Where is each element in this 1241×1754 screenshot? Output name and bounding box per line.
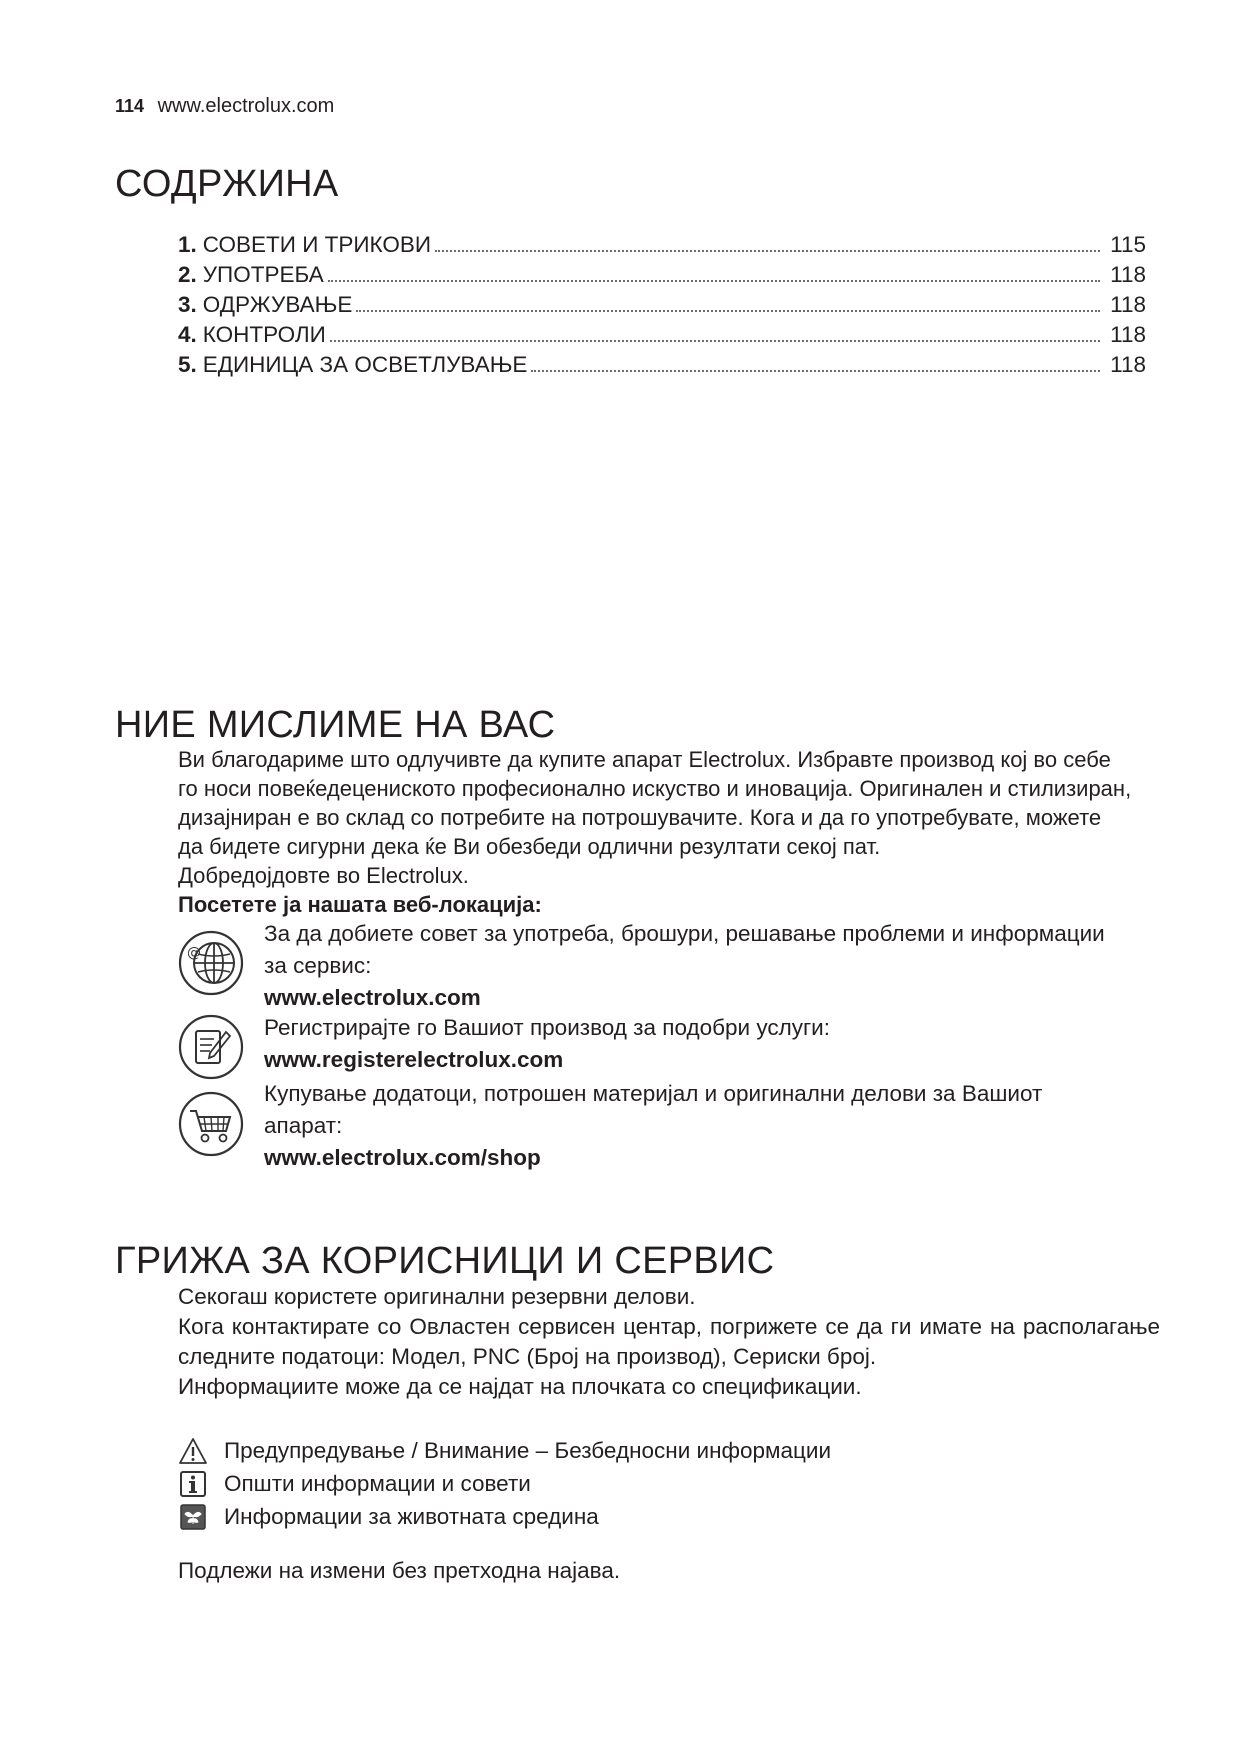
link-block-register [178, 1010, 1198, 1080]
toc-item[interactable] [178, 292, 1146, 322]
environment-icon [178, 1502, 208, 1532]
section-title-care: ГРИЖА ЗА КОРИСНИЦИ И СЕРВИС [115, 1240, 775, 1282]
care-paragraph [178, 1282, 1160, 1402]
link-description-cont: за сервис: [264, 953, 372, 978]
link-description: За да добиете совет за употреба, брошури, решавање проблеми и информации [264, 921, 1105, 946]
footer-note: Подлежи на измени без претходна најава. [178, 1558, 621, 1583]
svg-text:@: @ [187, 945, 201, 961]
legend-label: Предупредување / Внимание – Безбедносни информации [224, 1437, 832, 1463]
toc-item-number: 3. [178, 292, 197, 317]
warning-icon [178, 1436, 208, 1466]
page-number: 114 [115, 96, 145, 116]
toc-item-label: КОНТРОЛИ [202, 322, 326, 347]
header-url[interactable]: www.electrolux.com [157, 95, 335, 117]
legend-item [178, 1467, 1078, 1500]
link-description: Купување додатоци, потрошен материјал и оригинални делови за Вашиот [264, 1081, 1043, 1106]
register-icon [178, 1014, 244, 1080]
legend-item [178, 1434, 1078, 1467]
toc-leader-dots [330, 340, 1100, 342]
toc-item-page: 118 [1110, 262, 1146, 287]
paragraph-line: Секогаш користете оригинални резервни делови. [178, 1284, 696, 1309]
paragraph-line: Ви благодариме што одлучивте да купите апарат Electrolux. Избравте производ кој во себе [178, 747, 1111, 772]
table-of-contents [178, 232, 1146, 382]
toc-leader-dots [328, 280, 1100, 282]
toc-leader-dots [356, 310, 1100, 312]
link-url-shop[interactable]: www.electrolux.com/shop [264, 1145, 541, 1170]
toc-leader-dots [531, 370, 1100, 372]
paragraph-line: Добредојдовте во Electrolux. [178, 863, 469, 888]
toc-item-label: ОДРЖУВАЊЕ [202, 292, 353, 317]
toc-item-number: 4. [178, 322, 197, 347]
toc-item-number: 5. [178, 352, 197, 377]
paragraph-line: да бидете сигурни дека ќе Ви обезбеди одлични резултати секој пат. [178, 834, 881, 859]
thinking-paragraph [178, 745, 1188, 919]
section-title-thinking: НИЕ МИСЛИМЕ НА ВАС [115, 704, 556, 746]
legend-item [178, 1500, 1078, 1533]
legend-label: Општи информации и совети [224, 1470, 531, 1496]
toc-item-page: 118 [1110, 292, 1146, 317]
toc-item-page: 118 [1110, 352, 1146, 377]
link-block-support [178, 921, 1198, 1019]
toc-item-label: ЕДИНИЦА ЗА ОСВЕТЛУВАЊЕ [202, 352, 528, 377]
link-url-register[interactable]: www.registerelectrolux.com [264, 1047, 564, 1072]
link-url-electrolux[interactable]: www.electrolux.com [264, 985, 481, 1010]
toc-item-label: УПОТРЕБА [202, 262, 324, 287]
toc-item[interactable] [178, 262, 1146, 292]
link-description: Регистрирајте го Вашиот производ за подобри услуги: [264, 1015, 830, 1040]
toc-leader-dots [435, 250, 1100, 252]
shopping-cart-icon [178, 1091, 244, 1157]
paragraph-line: Информациите може да се најдат на плочката со спецификации. [178, 1374, 862, 1399]
toc-item[interactable] [178, 322, 1146, 352]
link-block-shop [178, 1080, 1198, 1180]
toc-item-number: 2. [178, 262, 197, 287]
paragraph-line: го носи повеќедецениското професионално искуство и иновација. Оригинален и стилизиран, [178, 776, 1132, 801]
link-text [264, 918, 1105, 1014]
toc-item[interactable] [178, 352, 1146, 382]
link-text [264, 1012, 830, 1076]
link-description-cont: апарат: [264, 1113, 343, 1138]
toc-item-page: 118 [1110, 322, 1146, 347]
paragraph-line: дизајниран е во склад со потребите на потрошувачите. Кога и да го употребувате, можете [178, 805, 1102, 830]
toc-title: СОДРЖИНА [115, 163, 339, 205]
toc-item-number: 1. [178, 232, 197, 257]
symbol-legend [178, 1434, 1078, 1533]
legend-label: Информации за животната средина [224, 1503, 599, 1529]
toc-item[interactable] [178, 232, 1146, 262]
toc-item-page: 115 [1110, 232, 1146, 257]
page-header [115, 95, 334, 118]
info-icon [178, 1469, 208, 1499]
globe-icon [178, 930, 244, 996]
visit-website-label: Посетете ја нашата веб-локација: [178, 892, 542, 917]
toc-item-label: СОВЕТИ И ТРИКОВИ [202, 232, 432, 257]
link-text [264, 1078, 1042, 1174]
paragraph-line: Кога контактирате со Овластен сервисен центар, погрижете се да ги имате на располагање следните податоци: Модел, PNC (Број на производ), Сериски број. [178, 1314, 1160, 1369]
